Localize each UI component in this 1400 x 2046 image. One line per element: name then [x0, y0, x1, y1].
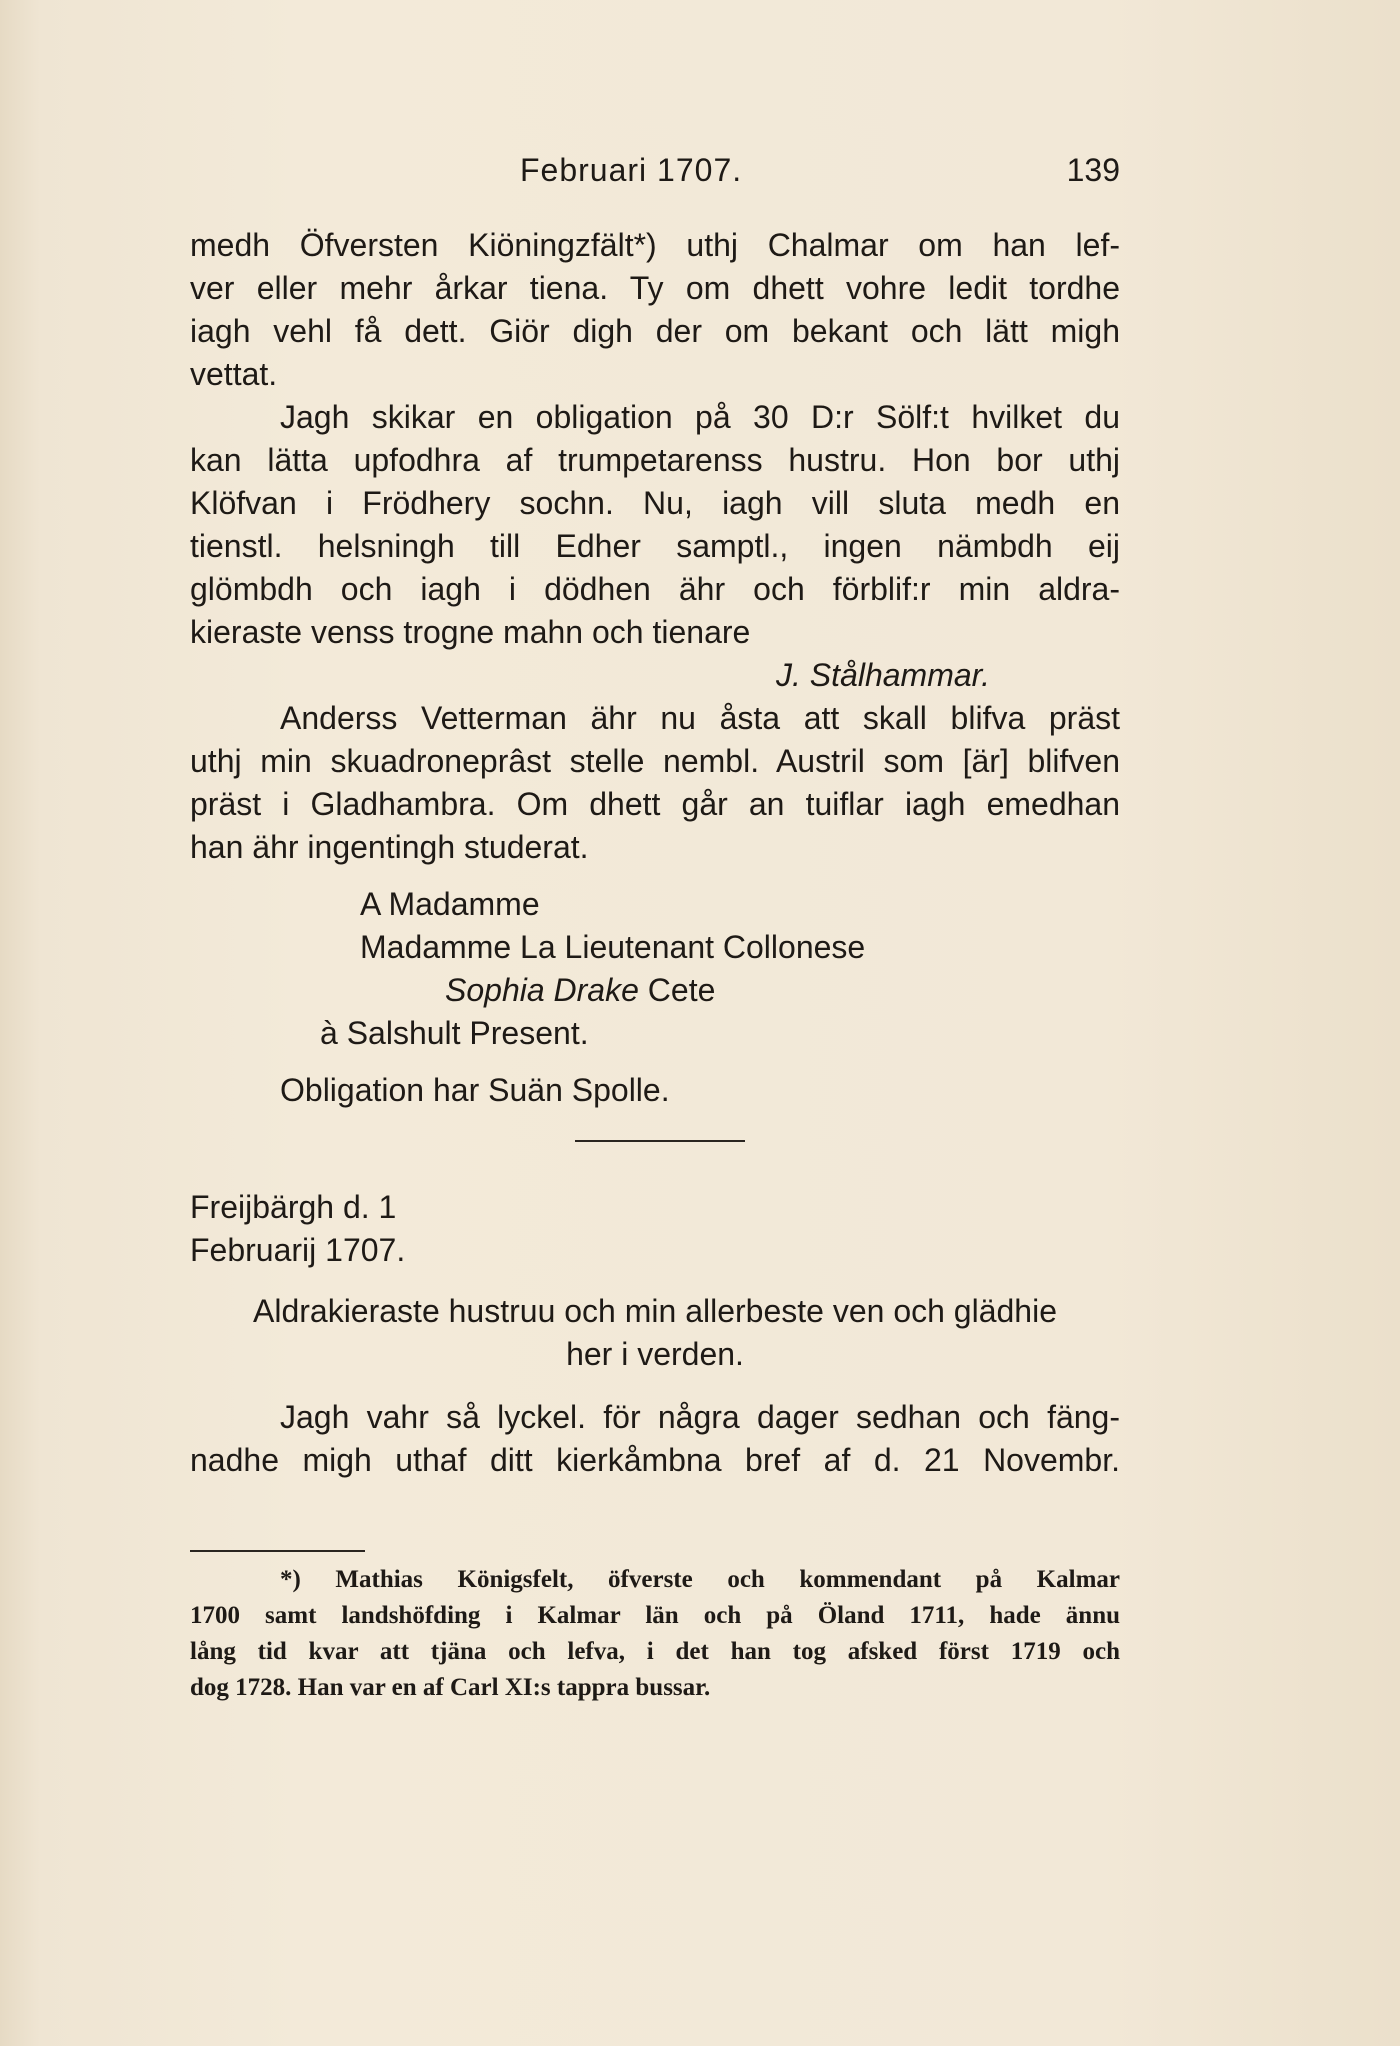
address-line: Madamme La Lieutenant Collonese: [360, 929, 866, 965]
text-line: Jagh vahr så lyckel. för några dager sedhan och fäng-: [280, 1399, 1120, 1435]
paragraph-4: [190, 1396, 1120, 1482]
text-line: uthj min skuadroneprâst stelle nembl. Austril som [är] blifven: [190, 743, 1120, 779]
recipient-suffix: Cete: [638, 972, 716, 1008]
obligation-note: Obligation har Suän Spolle.: [280, 1072, 670, 1108]
letter-body: [190, 224, 1120, 1482]
text-line: kan lätta upfodhra af trumpetarenss hustru. Hon bor uthj: [190, 442, 1120, 478]
running-title: Februari 1707.: [520, 152, 743, 188]
footnote-line: lång tid kvar att tjäna och lefva, i det han tog afsked först 1719 och: [190, 1638, 1120, 1665]
recipient-name: Sophia Drake: [445, 972, 639, 1008]
text-line: kieraste venss trogne mahn och tienare: [190, 614, 751, 650]
page-header: [190, 152, 1120, 192]
text-line: glömbdh och iagh i dödhen ähr och förblif:r min aldra-: [190, 571, 1120, 607]
greeting: [190, 1290, 1120, 1376]
footnote: [190, 1562, 1120, 1706]
address-line: [190, 969, 1120, 1012]
text-line: medh Öfversten Kiöningzfält*) uthj Chalmar om han lef-: [190, 227, 1120, 263]
paragraph-2: [190, 396, 1120, 654]
text-line: vettat.: [190, 356, 278, 392]
address-block: [190, 883, 1120, 1055]
text-line: Anderss Vetterman ähr nu åsta att skall blifva präst: [280, 700, 1120, 736]
paragraph-1: [190, 224, 1120, 396]
address-line: A Madamme: [360, 886, 540, 922]
footnote-divider: [190, 1550, 365, 1552]
text-line: Aldrakieraste hustruu och min allerbeste ven och glädhie: [252, 1293, 1057, 1329]
footnote-line: *) Mathias Königsfelt, öfverste och kommendant på Kalmar: [280, 1566, 1120, 1593]
text-line: Jagh skikar en obligation på 30 D:r Sölf:t hvilket du: [280, 399, 1120, 435]
paragraph-3: [190, 697, 1120, 869]
text-line: iagh vehl få dett. Giör digh der om bekant och lätt migh: [190, 313, 1120, 349]
text-line: Februarij 1707.: [190, 1232, 406, 1268]
dateline: [190, 1186, 1120, 1272]
text-line: han ähr ingentingh studerat.: [190, 829, 589, 865]
text-line: tienstl. helsningh till Edher samptl., ingen nämbdh eij: [190, 528, 1120, 564]
footnote-line: dog 1728. Han var en af Carl XI:s tappra bussar.: [190, 1674, 711, 1701]
footnote-line: 1700 samt landshöfding i Kalmar län och på Öland 1711, hade ännu: [190, 1602, 1120, 1629]
text-line: Klöfvan i Frödhery sochn. Nu, iagh vill sluta medh en: [190, 485, 1120, 521]
text-line: präst i Gladhambra. Om dhett går an tuiflar iagh emedhan: [190, 786, 1120, 822]
text-line: nadhe migh uthaf ditt kierkåmbna bref af d. 21 Novembr.: [190, 1442, 1120, 1478]
signature: J. Stålhammar.: [776, 657, 990, 693]
address-line: à Salshult Present.: [320, 1015, 589, 1051]
text-line: her i verden.: [566, 1336, 744, 1372]
page-number: 139: [1066, 152, 1120, 188]
section-divider: [575, 1140, 745, 1142]
text-line: Freijbärgh d. 1: [190, 1189, 397, 1225]
text-line: ver eller mehr årkar tiena. Ty om dhett vohre ledit tordhe: [190, 270, 1120, 306]
